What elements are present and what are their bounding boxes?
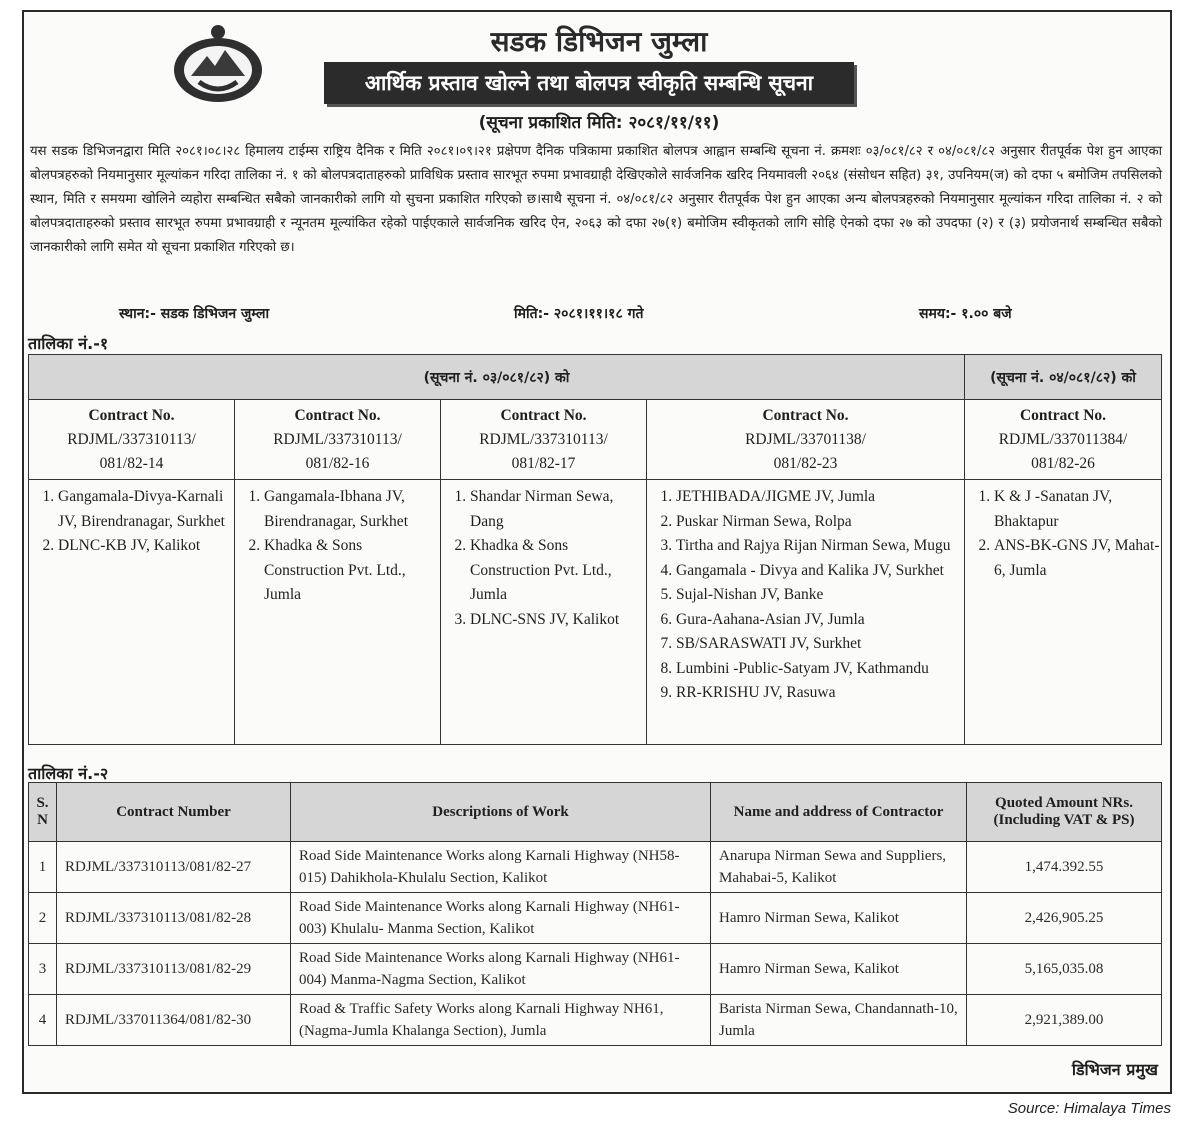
description-cell: Road & Traffic Safety Works along Karnali Highway NH61, (Nagma-Jumla Khalanga Section), Jumla <box>291 995 711 1046</box>
bidder-item: 2. Khadka & Sons Construction Pvt. Ltd., Jumla <box>470 534 645 608</box>
col-header-sn: S. N <box>29 783 57 842</box>
bidder-item: 3. DLNC-SNS JV, Kalikot <box>470 608 645 633</box>
description-cell: Road Side Maintenance Works along Karnali Highway (NH61-003) Khulalu- Manma Section, Kalikot <box>291 893 711 944</box>
amount-cell: 2,921,389.00 <box>967 995 1162 1046</box>
bidder-item: 1. JETHIBADA/JIGME JV, Jumla <box>676 485 963 510</box>
bidder-item: 2. Puskar Nirman Sewa, Rolpa <box>676 510 963 535</box>
bidder-item: 2. ANS-BK-GNS JV, Mahat-6, Jumla <box>994 534 1160 583</box>
amount-cell: 2,426,905.25 <box>967 893 1162 944</box>
col-header-amount: Quoted Amount NRs. (Including VAT & PS) <box>967 783 1162 842</box>
signoff: डिभिजन प्रमुख <box>1071 1060 1158 1079</box>
bidder-list-cell <box>965 480 1162 745</box>
bidder-item: 1. Gangamala-Ibhana JV, Birendranagar, Surkhet <box>264 485 439 534</box>
meta-date: मिति:- २०८१।११।१८ गते <box>514 306 644 322</box>
bidder-item: 9. RR-KRISHU JV, Rasuwa <box>676 681 963 706</box>
contract-number: RDJML/33701138/ <box>745 431 866 448</box>
col-header-contractor: Name and address of Contractor <box>711 783 967 842</box>
amount-cell: 1,474.392.55 <box>967 842 1162 893</box>
bidder-list-cell <box>647 480 965 745</box>
contractor-cell: Hamro Nirman Sewa, Kalikot <box>711 893 967 944</box>
table-row <box>29 842 1162 893</box>
bidder-item: 1. K & J -Sanatan JV, Bhaktapur <box>994 485 1160 534</box>
publish-date: (सूचना प्रकाशित मिति: २०८१/११/११) <box>478 113 720 133</box>
sn-cell: 4 <box>29 995 57 1046</box>
bidder-item: 1. Gangamala-Divya-Karnali JV, Birendranagar, Surkhet <box>58 485 233 534</box>
col-header-desc: Descriptions of Work <box>291 783 711 842</box>
table-row <box>29 944 1162 995</box>
contract-cell <box>965 400 1162 480</box>
bidder-item: 8. Lumbini -Public-Satyam JV, Kathmandu <box>676 657 963 682</box>
amount-cell: 5,165,035.08 <box>967 944 1162 995</box>
sn-cell: 3 <box>29 944 57 995</box>
description-cell: Road Side Maintenance Works along Karnali Highway (NH61-004) Manma-Nagma Section, Kalikot <box>291 944 711 995</box>
notice-page <box>22 10 1172 1094</box>
bidder-item: 3. Tirtha and Rajya Rijan Nirman Sewa, Mugu <box>676 534 963 559</box>
contractor-cell: Anarupa Nirman Sewa and Suppliers, Mahabai-5, Kalikot <box>711 842 967 893</box>
contract-label: Contract No. <box>294 407 381 424</box>
bidder-item: 5. Sujal-Nishan JV, Banke <box>676 583 963 608</box>
meta-time: समय:- १.०० बजे <box>919 306 1012 322</box>
source-credit: Source: Himalaya Times <box>1007 1100 1171 1117</box>
bidder-list-cell <box>235 480 441 745</box>
contractor-cell: Barista Nirman Sewa, Chandannath-10, Jumla <box>711 995 967 1046</box>
notice-body: यस सडक डिभिजनद्वारा मिति २०८१।०८।२८ हिमालय टाईम्स राष्ट्रिय दैनिक र मिति २०८१।०९।२१ प्रक्षेपण दैनिक पत्रिकामा प्रकाशित बोलपत्र आह्वान सम्बन्धि सूचना नं. क्रमशः ०३/०८१/८२ र ०४/०८१/८२ अनुसार रीतपूर्वक पेश हुन आएका बोलपत्रहरुको नियमानुसार मूल्यांकन गरिदा तालिका नं. १ को बोलपत्रदाताहरुको प्राविधिक प्रस्ताव सारभूत रुपमा प्रभावग्राही देखिएकोले सार्वजनिक खरिद नियमावली २०६४ (संसोधन सहित) ३१, उपनियम(ज) को दफा ५ बमोजिम तपसिलको स्थान, मिति र समयमा खोलिने व्यहोरा सम्बन्धित सबैको जानकारीको लागि यो सुचना प्रकाशित गरिएको छ।साथै सूचना नं. ०४/०८१/८२ अनुसार रीतपूर्वक पेश हुन आएका अन्य बोलपत्रहरुको नियमानुसार मूल्यांकन गरिदा तालिका नं. २ को बोलपत्रदाताहरुको प्रस्ताव सारभूत रुपमा प्रभावग्राही र न्यूनतम मूल्यांकित रहेको पाईएकाले सार्वजनिक खरिद ऐन, २०६३ को दफा २७(१) बमोजिम स्वीकृतको लागि सोहि ऐनको दफा २७ को उपदफा (२) र (३) प्रयोजनार्थ सम्बन्धित सबैको जानकारीको लागि समेत यो सूचना प्रकाशित गरिएको छ। <box>30 144 1162 255</box>
contract-number-cell: RDJML/337310113/081/82-27 <box>57 842 291 893</box>
sn-cell: 2 <box>29 893 57 944</box>
bidder-list-cell <box>441 480 647 745</box>
description-cell: Road Side Maintenance Works along Karnali Highway (NH58-015) Dahikhola-Khulalu Section, Kalikot <box>291 842 711 893</box>
contract-cell <box>235 400 441 480</box>
bidder-item: 2. Khadka & Sons Construction Pvt. Ltd., Jumla <box>264 534 439 608</box>
contract-cell <box>29 400 235 480</box>
contract-suffix: 081/82-17 <box>511 455 576 472</box>
contract-cell <box>441 400 647 480</box>
bidder-item: 4. Gangamala - Divya and Kalika JV, Surkhet <box>676 559 963 584</box>
bidder-item: 2. DLNC-KB JV, Kalikot <box>58 534 233 559</box>
sn-cell: 1 <box>29 842 57 893</box>
contract-number: RDJML/337011384/ <box>998 431 1128 448</box>
table2-title: तालिका नं.-२ <box>28 764 109 783</box>
contract-number: RDJML/337310113/ <box>479 431 608 448</box>
col-header-contract: Contract Number <box>57 783 291 842</box>
table1-notice-b: (सूचना नं. ०४/०८१/८२) को <box>965 355 1162 400</box>
contract-number-cell: RDJML/337310113/081/82-28 <box>57 893 291 944</box>
table1-title: तालिका नं.-१ <box>28 334 109 353</box>
table2 <box>28 782 1162 1046</box>
office-name: सडक डिभिजन जुम्ला <box>490 25 708 58</box>
contract-number-cell: RDJML/337310113/081/82-29 <box>57 944 291 995</box>
contract-number: RDJML/337310113/ <box>67 431 196 448</box>
contract-number: RDJML/337310113/ <box>273 431 402 448</box>
bidder-item: 1. Shandar Nirman Sewa, Dang <box>470 485 645 534</box>
table1 <box>28 354 1162 745</box>
contract-suffix: 081/82-14 <box>99 455 164 472</box>
contractor-cell: Hamro Nirman Sewa, Kalikot <box>711 944 967 995</box>
bidder-item: 6. Gura-Aahana-Asian JV, Jumla <box>676 608 963 633</box>
contract-label: Contract No. <box>88 407 175 424</box>
table-row <box>29 893 1162 944</box>
contract-cell <box>647 400 965 480</box>
contract-suffix: 081/82-26 <box>1031 455 1095 472</box>
notice-title: आर्थिक प्रस्ताव खोल्ने तथा बोलपत्र स्वीकृति सम्बन्धि सूचना <box>324 62 854 104</box>
contract-suffix: 081/82-23 <box>773 455 838 472</box>
contract-label: Contract No. <box>762 407 849 424</box>
table-row <box>29 995 1162 1046</box>
contract-label: Contract No. <box>1019 407 1107 424</box>
contract-suffix: 081/82-16 <box>305 455 370 472</box>
bidder-list-cell <box>29 480 235 745</box>
contract-number-cell: RDJML/337011364/081/82-30 <box>57 995 291 1046</box>
contract-label: Contract No. <box>500 407 587 424</box>
table1-notice-a: (सूचना नं. ०३/०८१/८२) को <box>29 355 965 400</box>
meta-place: स्थान:- सडक डिभिजन जुम्ला <box>119 306 270 322</box>
bidder-item: 7. SB/SARASWATI JV, Surkhet <box>676 632 963 657</box>
